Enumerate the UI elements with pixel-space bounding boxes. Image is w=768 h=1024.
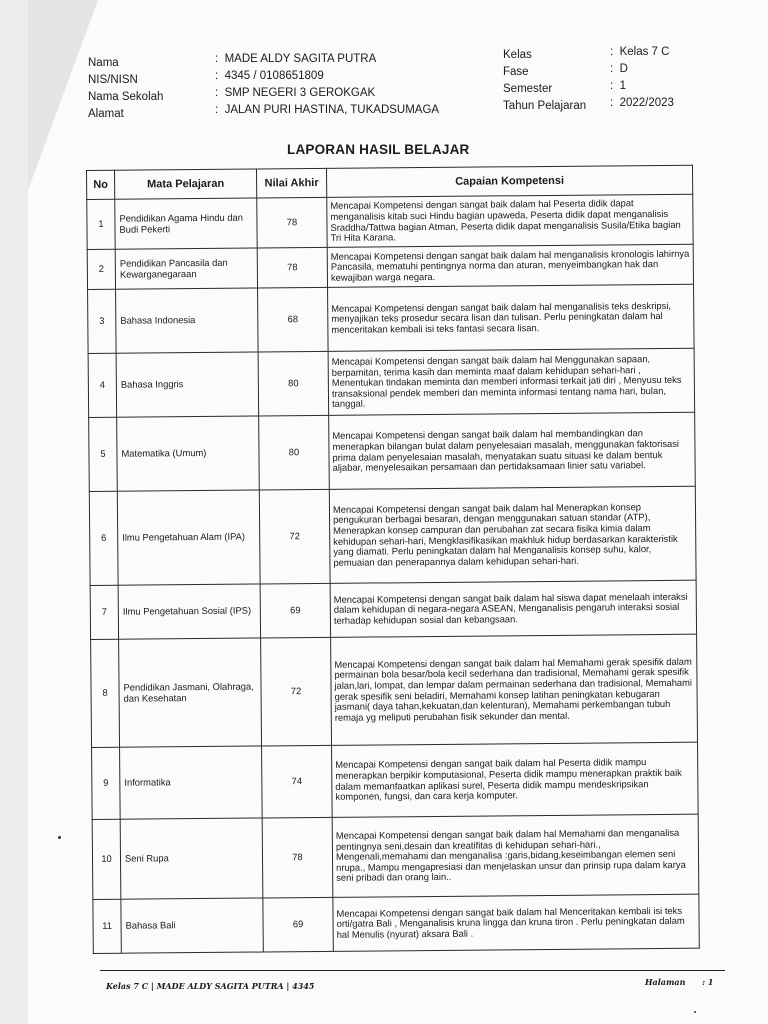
table-row: [90, 580, 696, 639]
row-subject: Ilmu Pengetahuan Sosial (IPS): [118, 584, 260, 639]
row-score: 74: [262, 745, 333, 818]
footer-page-label: Halaman: [645, 977, 686, 987]
row-score: 78: [257, 197, 327, 248]
table-row: [88, 284, 695, 353]
grades-table-body: [87, 194, 700, 953]
row-no: 7: [90, 585, 118, 639]
row-competency: Mencapai Kompetensi dengan sangat baik dalam hal Menggunakan sapaan, berpamitan, terima kasih dan meminta maaf dalam kehidupan sehari-hari , Menentukan tindakan meminta dan memberi informasi terkait jati diri , Menyusu teks transaksional pendek memberi dan meminta informasi tentang nama hari, bulan, tanggal.: [328, 348, 695, 415]
row-score: 72: [259, 489, 330, 584]
row-score: 78: [262, 817, 333, 898]
row-score: 72: [261, 637, 332, 746]
row-subject: Ilmu Pengetahuan Alam (IPA): [117, 490, 260, 585]
row-no: 11: [93, 899, 121, 953]
value-fase: : D: [610, 63, 628, 75]
row-no: 6: [89, 491, 118, 585]
table-row: [92, 742, 699, 819]
table-row: [93, 894, 699, 953]
student-info-values: [215, 52, 439, 120]
row-competency: Mencapai Kompetensi dengan sangat baik dalam hal Peserta didik dapat menganalisis kitab suci Hindu bagian upaweda, Peserta didik dapat menganalisis Sraddha/Tattwa bagian Atman, Peserta didik dapat menganalisis Susila/Etika bagian Tri Hita Karana.: [327, 194, 693, 247]
value-nama: : MADE ALDY SAGITA PUTRA: [215, 53, 377, 65]
row-competency: Mencapai Kompetensi dengan sangat baik dalam hal membandingkan dan menerapkan bilangan bulat dalam penyelesaian masalah, menggunakan faktorisasi prima dalam penyelesaian masalah, menyatakan suatu situasi ke dalam bentuk aljabar, menyelesaikan persamaan dan pertidaksamaan linier satu variabel.: [329, 412, 696, 489]
label-nis: NIS/NISN: [88, 74, 138, 86]
row-score: 68: [258, 287, 329, 352]
row-competency: Mencapai Kompetensi dengan sangat baik dalam hal Memahami gerak spesifik dalam permainan bola besar/bola kecil sederhana dan tradisional, Memahami gerak spesifik jalan,lari, lompat, dan lempar dalam permainan sederhana dan tradisional, Memahami gerak spesifik seni beladiri, Memahami konsep latihan peningkatan kebugaran jasmani( daya tahan,kekuatan,dan kelenturan), Memahami perkembangan tubuh remaja yg meliputi perubahan fisik sekunder dan mental.: [331, 634, 698, 745]
footer-student: Kelas 7 C | MADE ALDY SAGITA PUTRA | 4345: [106, 981, 315, 991]
row-subject: Bahasa Inggris: [116, 352, 259, 417]
row-subject: Pendidikan Agama Hindu dan Budi Pekerti: [115, 198, 257, 249]
row-competency: Mencapai Kompetensi dengan sangat baik dalam hal Menerapkan konsep pengukuran berbagai besaran, dengan menggunakan satuan standar (ATP), Menerapkan konsep campuran dan perubahan zat secara fisika kimia dalam kehidupan sehari-hari, Mengklasifikasikan makhluk hidup berdasarkan karakteristik yang diamati. Perlu peningkatan dalam hal Menganalisis konsep suhu, kalor, pemuaian dan penerapannya dalam kehidupan sehari-hari.: [329, 486, 696, 583]
footer-page-number: : 1: [702, 977, 714, 987]
table-row: [88, 348, 695, 417]
row-score: 80: [259, 415, 330, 490]
footer-page: [645, 977, 713, 987]
table-row: [87, 244, 693, 289]
row-no: 2: [87, 249, 115, 289]
grades-table: [86, 165, 700, 954]
label-nama: Nama: [88, 57, 119, 69]
table-row: [87, 194, 693, 249]
report-title: LAPORAN HASIL BELAJAR: [287, 142, 470, 157]
row-competency: Mencapai Kompetensi dengan sangat baik dalam hal Menceritakan kembali isi teks orti/gatra Bali , Menganalisis kruna lingga dan kruna tiron . Perlu peningkatan dalam hal Menulis (nyurat) aksara Bali .: [333, 894, 699, 951]
student-info-labels: [88, 56, 163, 124]
row-competency: Mencapai Kompetensi dengan sangat baik dalam hal Memahami dan menganalisa pentingnya seni,desain dan kreatifitas di kehidupan sehari-hari., Mengenali,memahami dan menganalisa :garis,bidang,keseimbangan elemen seni nrupa., Mampu mengapresiasi dan menjelaskan unsur dan prinsip rupa dalam karya seni pribadi dan orang lain..: [332, 814, 699, 897]
scan-speck: [694, 1011, 696, 1013]
row-no: 9: [92, 747, 121, 819]
table-row: [91, 634, 698, 747]
row-subject: Informatika: [120, 746, 263, 819]
label-address: Alamat: [88, 108, 124, 120]
row-competency: Mencapai Kompetensi dengan sangat baik dalam hal menganalisis teks deskripsi, menyajikan teks prosedur secara lisan dan tulisan. Perlu peningkatan dalam hal menceritakan kembali isi teks fantasi secara lisan.: [328, 284, 695, 351]
row-no: 3: [88, 289, 117, 353]
row-score: 78: [257, 247, 327, 288]
label-semester: Semester: [503, 83, 553, 95]
value-school: : SMP NEGERI 3 GEROKGAK: [215, 87, 376, 99]
row-subject: Pendidikan Jasmani, Olahraga, dan Kesehatan: [119, 638, 262, 747]
label-school: Nama Sekolah: [88, 91, 164, 103]
row-subject: Matematika (Umum): [117, 416, 260, 491]
value-address: : JALAN PURI HASTINA, TUKADSUMAGA: [215, 104, 440, 116]
row-subject: Seni Rupa: [120, 818, 263, 899]
label-year: Tahun Pelajaran: [503, 100, 587, 112]
scan-speck: [58, 836, 61, 839]
row-subject: Bahasa Indonesia: [116, 288, 259, 353]
row-score: 69: [260, 583, 330, 638]
class-info-labels: [503, 48, 586, 116]
row-no: 1: [87, 199, 115, 249]
class-info-values: [610, 45, 674, 113]
row-no: 10: [92, 819, 121, 899]
row-competency: Mencapai Kompetensi dengan sangat baik dalam hal Peserta didik mampu menerapkan berpikir komputasional, Peserta didik mampu menerapkan praktik baik dalam memanfaatkan aplikasi surel, Peserta didik mampu mendeskripsikan komponen, fungsi, dan cara kerja komputer.: [332, 742, 699, 817]
value-nis: : 4345 / 0108651809: [215, 70, 324, 82]
row-score: 80: [258, 351, 329, 416]
table-row: [92, 814, 699, 899]
header-score: Nilai Akhir: [256, 168, 326, 198]
label-fase: Fase: [503, 66, 529, 78]
row-subject: Pendidikan Pancasila dan Kewarganegaraan: [115, 248, 257, 289]
label-kelas: Kelas: [503, 49, 532, 61]
row-score: 69: [263, 897, 333, 952]
row-no: 5: [89, 417, 118, 491]
header-no: No: [87, 170, 115, 199]
value-semester: : 1: [610, 80, 626, 92]
row-no: 4: [88, 353, 117, 417]
row-subject: Bahasa Bali: [121, 898, 263, 953]
row-competency: Mencapai Kompetensi dengan sangat baik dalam hal menganalisis kronologis lahirnya Pancasila, mematuhi pentingnya norma dan aturan, menyeimbangkan hak dan kewajiban warga negara.: [327, 244, 693, 287]
table-row: [89, 412, 696, 491]
row-competency: Mencapai Kompetensi dengan sangat baik dalam hal siswa dapat menelaah interaksi dalam kehidupan di negara-negara ASEAN, Menganalisis pengaruh interaksi sosial terhadap kehidupan sosial dan kebangsaan.: [330, 580, 696, 637]
header-competency: Capaian Kompetensi: [326, 165, 692, 197]
footer-divider: [100, 970, 725, 971]
row-no: 8: [91, 639, 120, 747]
table-row: [89, 486, 696, 585]
value-year: : 2022/2023: [610, 97, 674, 109]
header-subject: Mata Pelajaran: [115, 169, 257, 199]
value-kelas: : Kelas 7 C: [610, 46, 670, 58]
